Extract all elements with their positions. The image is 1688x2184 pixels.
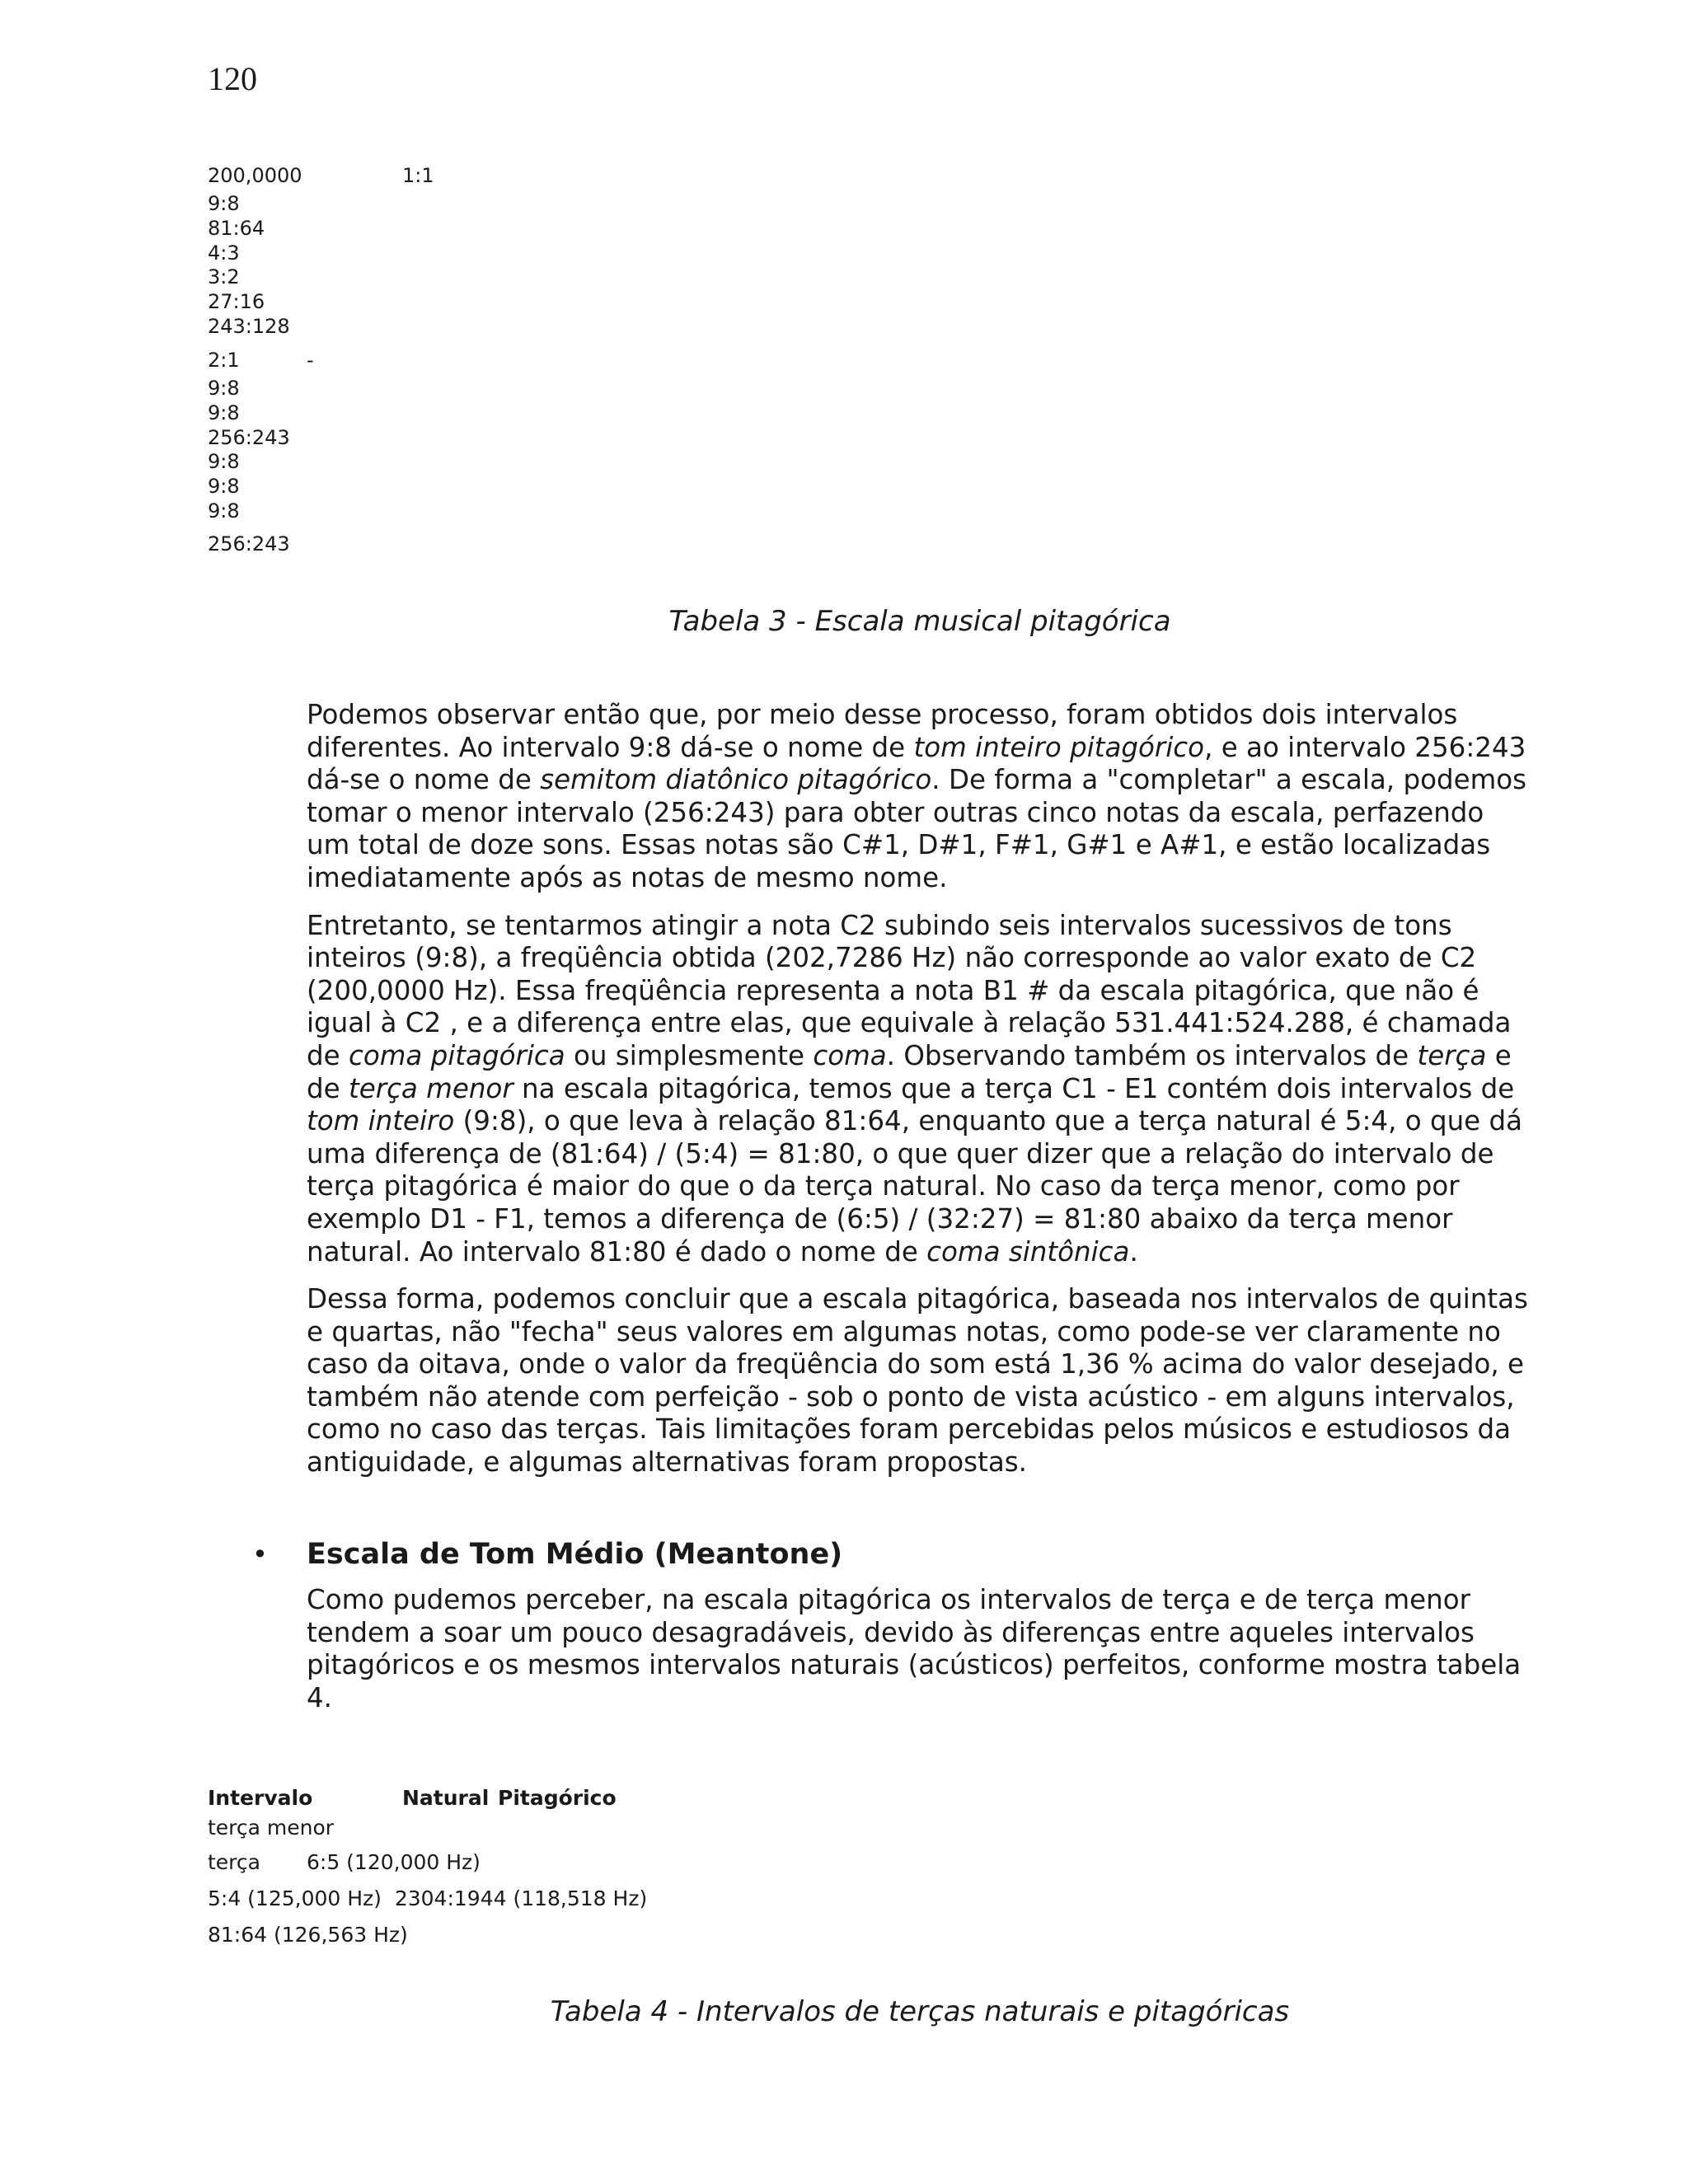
table-3-ref-frequency: 200,0000 (208, 164, 302, 187)
body-text (307, 699, 1535, 1494)
table-3-ratio: 81:64 (208, 217, 265, 240)
table-3-interval: 9:8 (208, 377, 240, 400)
table-3-ratio: 9:8 (208, 192, 240, 215)
table-4-header-natural: Natural (402, 1786, 490, 1810)
table-3-interval: 9:8 (208, 450, 240, 473)
table-4-header-pitagorico: Pitagórico (498, 1786, 617, 1810)
table-3-ratio: 27:16 (208, 290, 265, 313)
table-4-row: 81:64 (126,563 Hz) (208, 1923, 408, 1947)
section-body (307, 1584, 1535, 1729)
table-4-caption: Tabela 4 - Intervalos de terças naturais e pitagóricas (550, 1995, 1290, 2028)
table-4-row: terça menor (208, 1816, 335, 1840)
table-3-caption: Tabela 3 - Escala musical pitagórica (668, 605, 1171, 638)
table-3-octave-ratio: 2:1 (208, 349, 240, 372)
table-3-ref-ratio: 1:1 (402, 164, 434, 187)
table-3-interval: 9:8 (208, 499, 240, 523)
table-3-interval: 256:243 (208, 426, 290, 449)
paragraph-2: Entretanto, se tentarmos atingir a nota C2 subindo seis intervalos sucessivos de tons inteiros (9:8), a freqüência obtida (202,7286 Hz) não corresponde ao valor exato de C2 (200,0000 Hz). Essa freqüência representa a nota B1 # da escala pitagórica, que não é igual à C2 , e a diferença entre elas, que equivale à relação 531.441:524.288, é chamada de coma pitagórica ou simplesmente coma. Observando também os intervalos de terça e de terça menor na escala pitagórica, temos que a terça C1 - E1 contém dois intervalos de tom inteiro (9:8), o que leva à relação 81:64, enquanto que a terça natural é 5:4, o que dá uma diferença de (81:64) / (5:4) = 81:80, o que quer dizer que a relação do intervalo de terça pitagórica é maior do que o da terça natural. No caso da terça menor, como por exemplo D1 - F1, temos a diferença de (6:5) / (32:27) = 81:80 abaixo da terça menor natural. Ao intervalo 81:80 é dado o nome de coma sintônica. (307, 909, 1523, 1268)
table-4-header-interval: Intervalo (208, 1786, 313, 1810)
paragraph-1: Podemos observar então que, por meio desse processo, foram obtidos dois intervalos diferentes. Ao intervalo 9:8 dá-se o nome de tom inteiro pitagórico, e ao intervalo 256:243 dá-se o nome de semitom diatônico pitagórico. De forma a "completar" a escala, podemos tomar o menor intervalo (256:243) para obter outras cinco notas da escala, perfazendo um total de doze sons. Essas notas são C#1, D#1, F#1, G#1 e A#1, e estão localizadas imediatamente após as notas de mesmo nome. (307, 699, 1527, 893)
page-number: 120 (208, 60, 257, 97)
paragraph-4: Como pudemos perceber, na escala pitagórica os intervalos de terça e de terça menor tendem a soar um pouco desagradáveis, devido às diferenças entre aqueles intervalos pitagóricos e os mesmos intervalos naturais (acústicos) perfeitos, conforme mostra tabela 4. (307, 1584, 1522, 1713)
table-3-ratio: 3:2 (208, 265, 240, 288)
table-3-interval: 9:8 (208, 475, 240, 498)
table-4-row-label: terça (208, 1850, 260, 1874)
table-3-octave-dash: - (307, 349, 314, 372)
table-3-ratio: 243:128 (208, 315, 290, 338)
table-4-row: 5:4 (125,000 Hz) 2304:1944 (118,518 Hz) (208, 1886, 648, 1910)
table-3-last-interval: 256:243 (208, 532, 290, 555)
table-3-interval: 9:8 (208, 401, 240, 424)
bullet-icon: • (252, 1539, 268, 1570)
table-3-ratio: 4:3 (208, 241, 240, 265)
paragraph-3: Dessa forma, podemos concluir que a escala pitagórica, baseada nos intervalos de quintas e quartas, não "fecha" seus valores em algumas notas, como pode-se ver claramente no caso da oitava, onde o valor da freqüência do som está 1,36 % acima do valor desejado, e também não atende com perfeição - sob o ponto de vista acústico - em alguns intervalos, como no caso das terças. Tais limitações foram percebidas pelos músicos e estudiosos da antiguidade, e algumas alternativas foram propostas. (307, 1283, 1528, 1479)
section-heading: Escala de Tom Médio (Meantone) (307, 1538, 843, 1571)
table-4-row-value: 6:5 (120,000 Hz) (307, 1850, 481, 1874)
